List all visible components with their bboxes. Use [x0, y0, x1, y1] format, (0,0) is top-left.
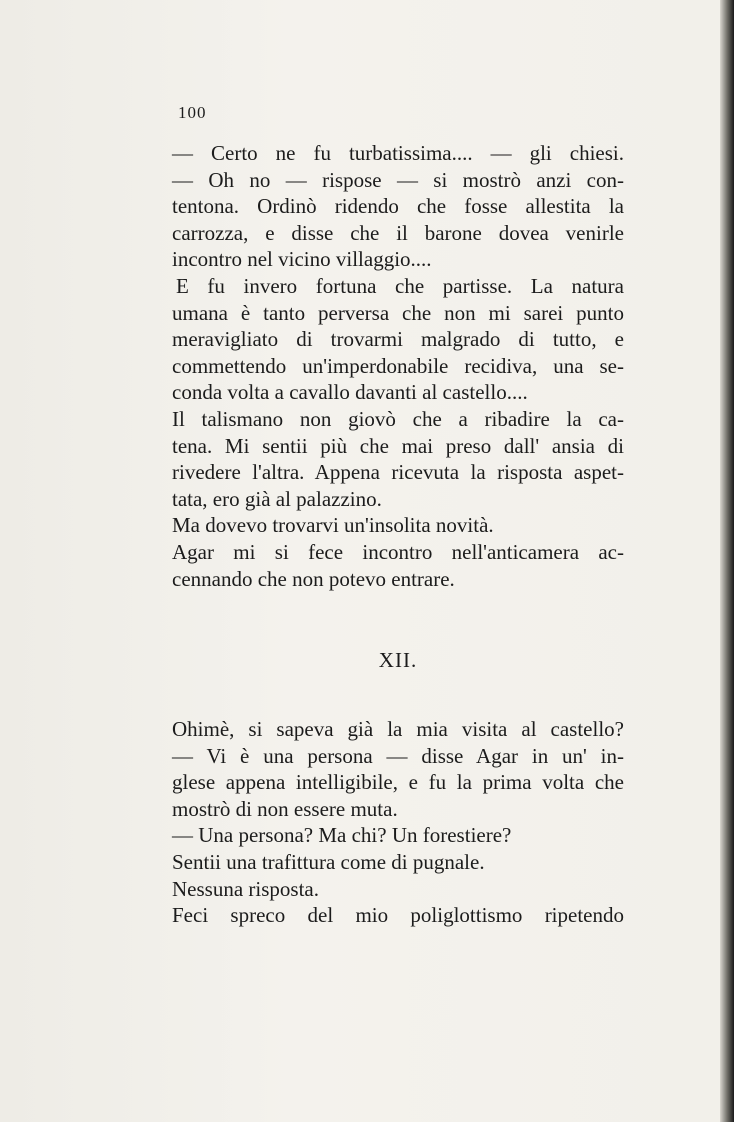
- text-line: — Una persona? Ma chi? Un forestiere?: [172, 823, 512, 848]
- text-line: carrozza, e disse che il barone dovea venirle: [172, 220, 624, 245]
- text-line: Ma dovevo trovarvi un'insolita novità.: [172, 513, 494, 538]
- text-line: Feci spreco del mio poliglottismo ripetendo: [172, 903, 624, 928]
- text-line: — Oh no — rispose — si mostrò anzi con-: [172, 167, 624, 192]
- text-line: — Certo ne fu turbatissima.... — gli chiesi.: [172, 141, 624, 165]
- text-line: mostrò di non essere muta.: [172, 796, 398, 821]
- text-line: tena. Mi sentii più che mai preso dall' ansia di: [172, 433, 624, 458]
- text-line: E fu invero fortuna che partisse. La natura: [176, 273, 624, 298]
- chapter-heading: XII.: [378, 648, 418, 672]
- text-line: — Vi è una persona — disse Agar in un' in-: [172, 743, 624, 768]
- text-line: Agar mi si fece incontro nell'anticamera ac-: [172, 539, 624, 564]
- text-line: incontro nel vicino villaggio....: [172, 247, 432, 272]
- text-line: meravigliato di trovarmi malgrado di tutto, e: [172, 327, 624, 352]
- text-line: Nessuna risposta.: [172, 876, 319, 901]
- text-line: cennando che non potevo entrare.: [172, 566, 455, 591]
- text-line: tentona. Ordinò ridendo che fosse allestita la: [172, 194, 624, 219]
- text-block-upper: [172, 140, 624, 592]
- page-gutter-shadow: [720, 0, 734, 1122]
- text-line: Ohimè, si sapeva già la mia visita al castello?: [172, 717, 624, 741]
- text-line: Il talismano non giovò che a ribadire la ca-: [172, 406, 624, 431]
- text-line: commettendo un'imperdonabile recidiva, una se-: [172, 353, 624, 378]
- text-line: Sentii una trafittura come di pugnale.: [172, 849, 485, 874]
- text-line: glese appena intelligibile, e fu la prima volta che: [172, 770, 624, 795]
- text-line: conda volta a cavallo davanti al castello....: [172, 380, 528, 405]
- text-line: tata, ero già al palazzino.: [172, 486, 382, 511]
- page-number: 100: [178, 103, 207, 122]
- text-line: rivedere l'altra. Appena ricevuta la risposta aspet-: [172, 460, 624, 485]
- text-block-lower: [172, 716, 624, 929]
- text-line: umana è tanto perversa che non mi sarei punto: [172, 300, 624, 325]
